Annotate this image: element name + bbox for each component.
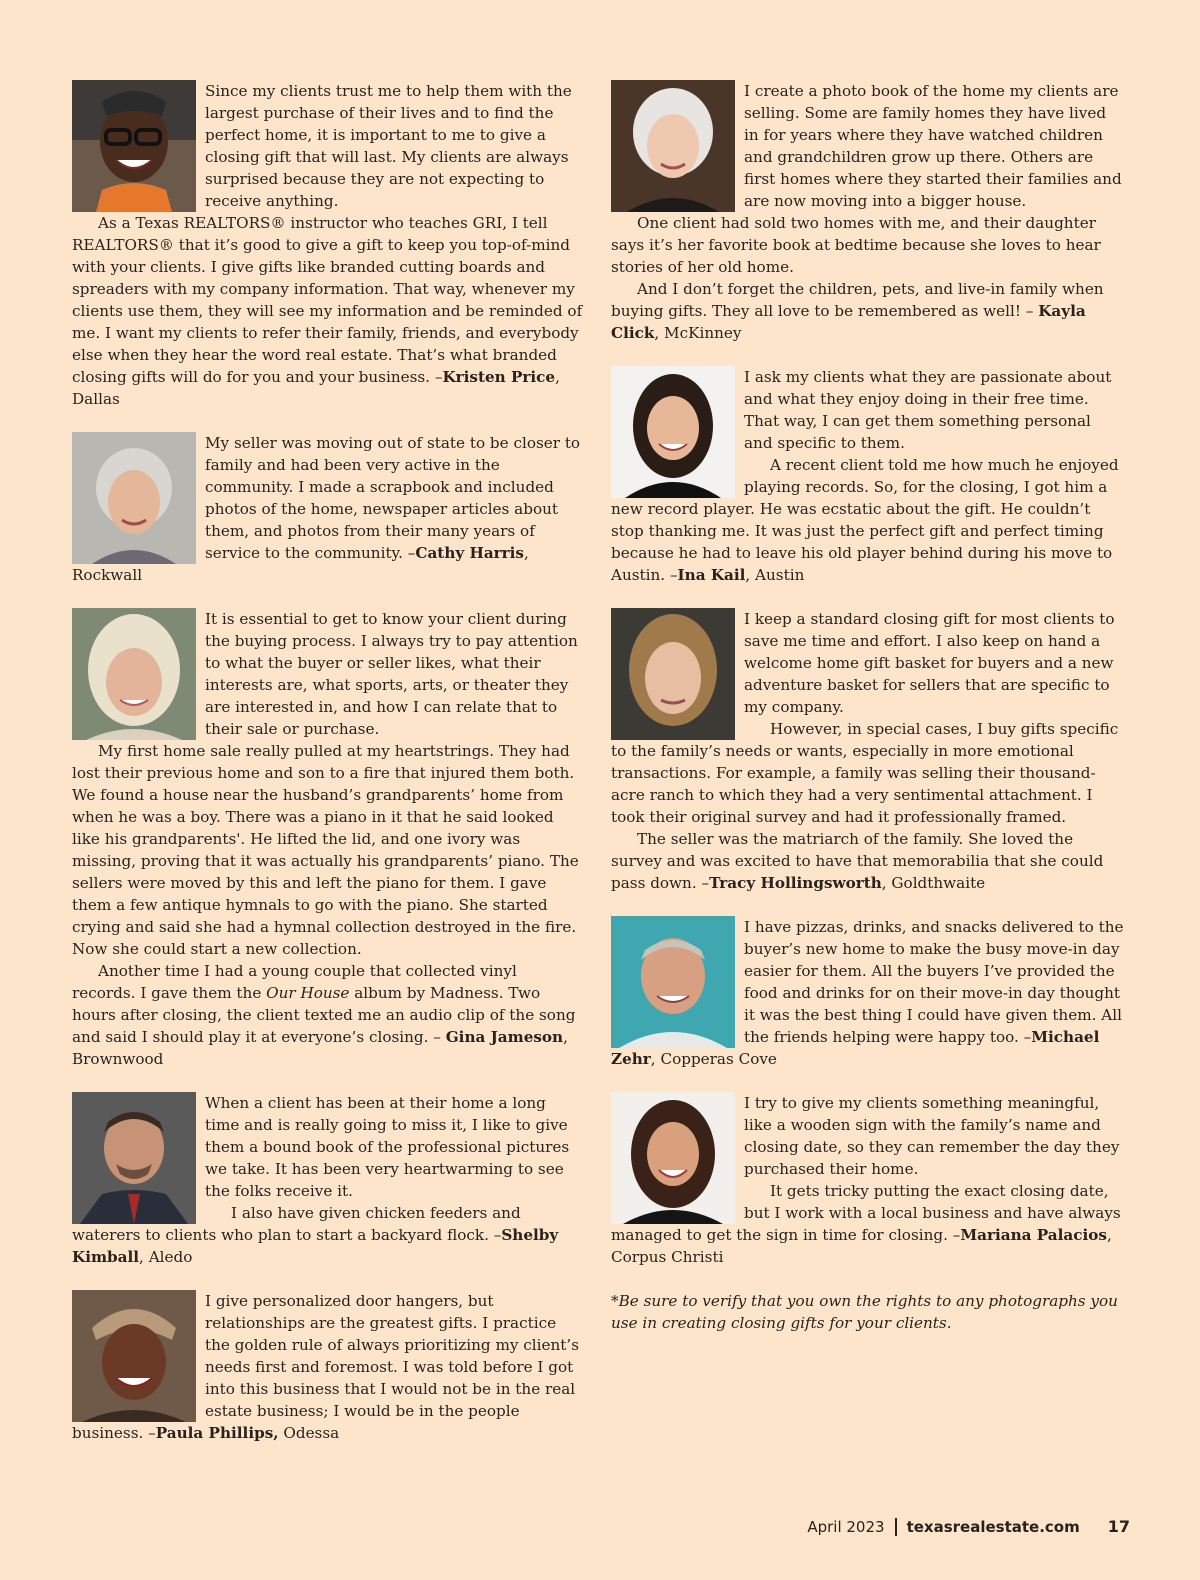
- portrait-photo: [72, 1290, 196, 1422]
- testimonial-text: I create a photo book of the home my clients are selling. Some are family homes they have lived in for years where they have watched children and grandchildren grow up there. Others are first homes where they started their families and are now moving into a bigger house.: [744, 82, 1122, 210]
- testimonial-text: One client had sold two homes with me, and their daughter says it’s her favorite book at bedtime because she loves to hear stories of her old home.: [611, 214, 1101, 276]
- testimonial-text: album by Madness. Two hours after closing, the client texted me an audio clip of the song and said I should play it at everyone’s closing. –: [72, 984, 576, 1046]
- testimonial-text: And I don’t forget the children, pets, and live-in family when buying gifts. They all love to be remembered as well! –: [611, 280, 1104, 320]
- portrait-photo: [72, 1092, 196, 1224]
- author-name: Kristen Price: [442, 368, 556, 386]
- portrait-photo: [72, 608, 196, 740]
- testimonial-text: Another time I had a young couple that collected vinyl records. I gave them the: [72, 962, 517, 1002]
- author-city: , Goldthwaite: [881, 874, 986, 892]
- testimonial-text: I give personalized door hangers, but relationships are the greatest gifts. I practice the golden rule of always prioritizing my client’s needs first and foremost. I was told before I got into this business that I would not be in the real estate business; I would be in the people business. –: [72, 1292, 579, 1442]
- page-footer: [807, 1517, 1130, 1536]
- author-city: , Corpus Christi: [611, 1226, 1112, 1266]
- testimonial-text: When a client has been at their home a long time and is really going to miss it, I like to give them a bound book of the professional pictures we take. It has been very heartwarming to see the folks receive it.: [205, 1094, 570, 1200]
- author-city: , Copperas Cove: [650, 1050, 777, 1068]
- author-city: , Austin: [745, 566, 805, 584]
- album-title: Our House: [266, 984, 350, 1002]
- author-city: , Aledo: [139, 1248, 193, 1266]
- testimonial-text: My first home sale really pulled at my heartstrings. They had lost their previous home and son to a fire that injured them both. We found a house near the husband’s grandparents’ home from when he was a boy. There was a piano in it that he said looked like his grandparents'. He lifted the lid, and one ivory was missing, proving that it was actually his grandparents’ piano. The sellers were moved by this and left the piano for them. I gave them a few antique hymnals to go with the piano. She started crying and said she had a hymnal collection destroyed in the fire. Now she could start a new collection.: [72, 742, 579, 958]
- right-column: [611, 80, 1124, 1334]
- portrait-photo: [611, 80, 735, 212]
- left-column: [72, 80, 584, 1466]
- testimonial-cathy-harris: [72, 432, 584, 586]
- testimonial-shelby-kimball: [72, 1092, 584, 1268]
- author-city: , Rockwall: [72, 544, 529, 584]
- testimonial-text: I try to give my clients something meaningful, like a wooden sign with the family’s name and closing date, so they can remember the day they purchased their home.: [744, 1094, 1120, 1178]
- testimonial-mariana-palacios: [611, 1092, 1124, 1268]
- author-name: Ina Kail: [677, 566, 746, 584]
- testimonial-text: It is essential to get to know your client during the buying process. I always try to pay attention to what the buyer or seller likes, what their interests are, what sports, arts, or theater they are interested in, and how I can relate that to their sale or purchase.: [205, 610, 578, 738]
- testimonial-text: However, in special cases, I buy gifts specific to the family’s needs or wants, especially in more emotional transactions. For example, a family was selling their thousand-acre ranch to which they had a very sentimental attachment. I took their original survey and had it professionally framed.: [611, 720, 1119, 826]
- author-name: Mariana Palacios: [960, 1226, 1107, 1244]
- testimonial-tracy-hollingsworth: [611, 608, 1124, 894]
- author-name: Michael Zehr: [611, 1028, 1100, 1068]
- photo-rights-note: *Be sure to verify that you own the rights to any photographs you use in creating closing gifts for your clients.: [611, 1292, 1118, 1332]
- testimonial-text: It gets tricky putting the exact closing date, but I work with a local business and have always managed to get the sign in time for closing. –: [611, 1182, 1121, 1244]
- testimonial-text: The seller was the matriarch of the family. She loved the survey and was excited to have that memorabilia that she could pass down. –: [611, 830, 1104, 892]
- portrait-photo: [611, 916, 735, 1048]
- page-number: 17: [1107, 1517, 1130, 1536]
- testimonial-text: I also have given chicken feeders and waterers to clients who plan to start a backyard flock. –: [72, 1204, 521, 1244]
- testimonial-paula-phillips: [72, 1290, 584, 1444]
- author-name: Paula Phillips,: [155, 1424, 279, 1442]
- testimonial-kristen-price: [72, 80, 584, 410]
- website-link[interactable]: texasrealestate.com: [906, 1517, 1080, 1536]
- author-name: Shelby Kimball: [72, 1226, 559, 1266]
- author-city: , Brownwood: [72, 1028, 568, 1068]
- testimonial-gina-jameson: [72, 608, 584, 1070]
- author-city: Odessa: [278, 1424, 340, 1442]
- testimonial-text: A recent client told me how much he enjoyed playing records. So, for the closing, I got him a new record player. He was ecstatic about the gift. He couldn’t stop thanking me. It was just the perfect gift and perfect timing because he had to leave his old player behind during his move to Austin. –: [611, 456, 1119, 584]
- testimonial-text: As a Texas REALTORS® instructor who teaches GRI, I tell REALTORS® that it’s good to give a gift to keep you top-of-mind with your clients. I give gifts like branded cutting boards and spreaders with my company information. That way, whenever my clients use them, they will see my information and be reminded of me. I want my clients to refer their family, friends, and everybody else when they hear the word real estate. That’s what branded closing gifts will do for you and your business. –: [72, 214, 583, 386]
- author-name: Tracy Hollingsworth: [709, 874, 882, 892]
- testimonial-text: I have pizzas, drinks, and snacks delivered to the buyer’s new home to make the busy move-in day easier for them. All the buyers I’ve provided the food and drinks for on their move-in day thought it was the best thing I could have given them. All the friends helping were happy too. –: [744, 918, 1124, 1046]
- testimonial-kayla-click: [611, 80, 1124, 344]
- portrait-photo: [72, 80, 196, 212]
- author-city: , Dallas: [72, 368, 560, 408]
- portrait-photo: [611, 366, 735, 498]
- issue-date: April 2023: [807, 1517, 885, 1536]
- author-city: , McKinney: [654, 324, 742, 342]
- portrait-photo: [611, 1092, 735, 1224]
- testimonial-michael-zehr: [611, 916, 1124, 1070]
- author-name: Cathy Harris: [415, 544, 524, 562]
- portrait-photo: [611, 608, 735, 740]
- testimonial-text: I ask my clients what they are passionate about and what they enjoy doing in their free time. That way, I can get them something personal and specific to them.: [744, 368, 1112, 452]
- testimonial-text: Since my clients trust me to help them with the largest purchase of their lives and to find the perfect home, it is important to me to give a closing gift that will last. My clients are always surprised because they are not expecting to receive anything.: [205, 82, 572, 210]
- author-name: Gina Jameson: [445, 1028, 564, 1046]
- author-name: Kayla Click: [611, 302, 1086, 342]
- testimonial-text: I keep a standard closing gift for most clients to save me time and effort. I also keep on hand a welcome home gift basket for buyers and a new adventure basket for sellers that are specific to my company.: [744, 610, 1115, 716]
- testimonial-ina-kail: [611, 366, 1124, 586]
- testimonial-text: My seller was moving out of state to be closer to family and had been very active in the community. I made a scrapbook and included photos of the home, newspaper articles about them, and photos from their many years of service to the community. –: [205, 434, 581, 562]
- portrait-photo: [72, 432, 196, 564]
- footer-divider: [895, 1518, 897, 1536]
